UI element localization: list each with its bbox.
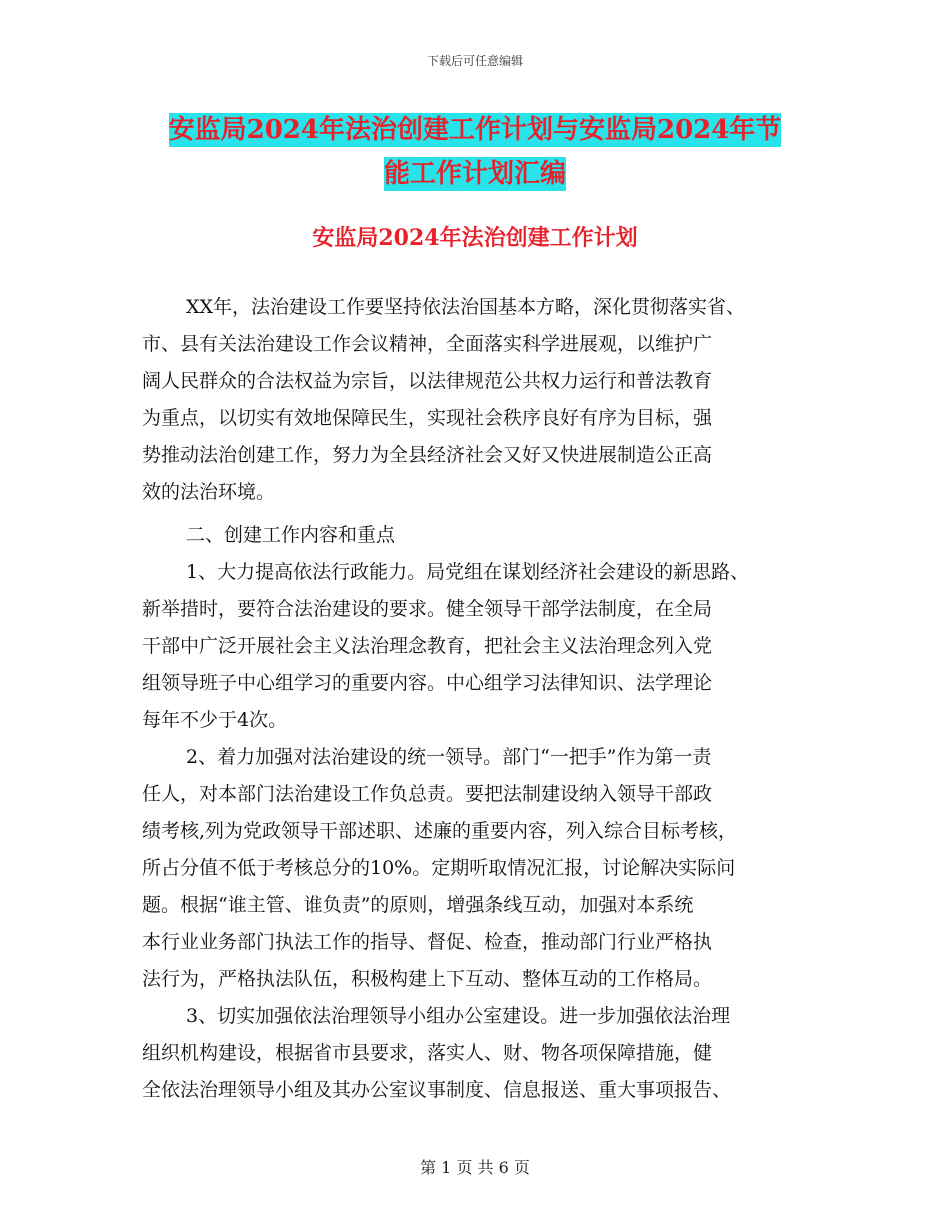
page-header: 下载后可任意编辑 xyxy=(426,54,523,68)
body-line: 题。根据“谁主管、谁负责”的原则，增强条线互动，加强对本系统 xyxy=(142,894,694,916)
body-line: 3、切实加强依法治理领导小组办公室建设。进一步加强依法治理 xyxy=(186,1005,731,1027)
body-line: 组织机构建设，根据省市县要求，落实人、财、物各项保障措施，健 xyxy=(142,1042,713,1064)
body-line: 新举措时，要符合法治建设的要求。健全领导干部学法制度，在全局 xyxy=(142,598,713,620)
body-line: 效的法治环境。 xyxy=(142,481,276,503)
body-line: 势推动法治创建工作，努力为全县经济社会又好又快进展制造公正高 xyxy=(142,444,713,466)
body-line: 阔人民群众的合法权益为宗旨，以法律规范公共权力运行和普法教育 xyxy=(142,370,713,392)
body-line: 本行业业务部门执法工作的指导、督促、检查，推动部门行业严格执 xyxy=(142,931,713,953)
body-line: 每年不少于4次。 xyxy=(142,709,288,731)
page-number: 第 1 页 共 6 页 xyxy=(420,1158,530,1177)
body-line: 2、着力加强对法治建设的统一领导。部门“一把手”作为第一责 xyxy=(186,746,712,768)
body-line: XX年，法治建设工作要坚持依法治国基本方略，深化贯彻落实省、 xyxy=(186,296,746,318)
body-line: 干部中广泛开展社会主义法治理念教育，把社会主义法治理念列入党 xyxy=(142,635,713,657)
body-line: 任人，对本部门法治建设工作负总责。要把法制建设纳入领导干部政 xyxy=(142,783,713,805)
body-line: 绩考核,列为党政领导干部述职、述廉的重要内容，列入综合目标考核， xyxy=(142,820,738,842)
document-title-line-2: 能工作计划汇编 xyxy=(383,159,566,189)
body-line: 1、大力提高依法行政能力。局党组在谋划经济社会建设的新思路、 xyxy=(186,561,750,583)
body-line: 为重点，以切实有效地保障民生，实现社会秩序良好有序为目标，强 xyxy=(142,407,713,429)
section-title: 安监局2024年法治创建工作计划 xyxy=(312,225,638,251)
body-line: 全依法治理领导小组及其办公室议事制度、信息报送、重大事项报告、 xyxy=(142,1079,732,1101)
body-line: 市、县有关法治建设工作会议精神，全面落实科学进展观，以维护广 xyxy=(142,333,713,355)
document-title-line-1: 安监局2024年法治创建工作计划与安监局2024年节 xyxy=(168,115,782,145)
body-line: 法行为，严格执法队伍，积极构建上下互动、整体互动的工作格局。 xyxy=(142,968,713,990)
section-heading: 二、创建工作内容和重点 xyxy=(186,524,396,546)
body-line: 组领导班子中心组学习的重要内容。中心组学习法律知识、法学理论 xyxy=(142,672,713,694)
body-line: 所占分值不低于考核总分的10%。定期听取情况汇报，讨论解决实际问 xyxy=(142,857,736,879)
